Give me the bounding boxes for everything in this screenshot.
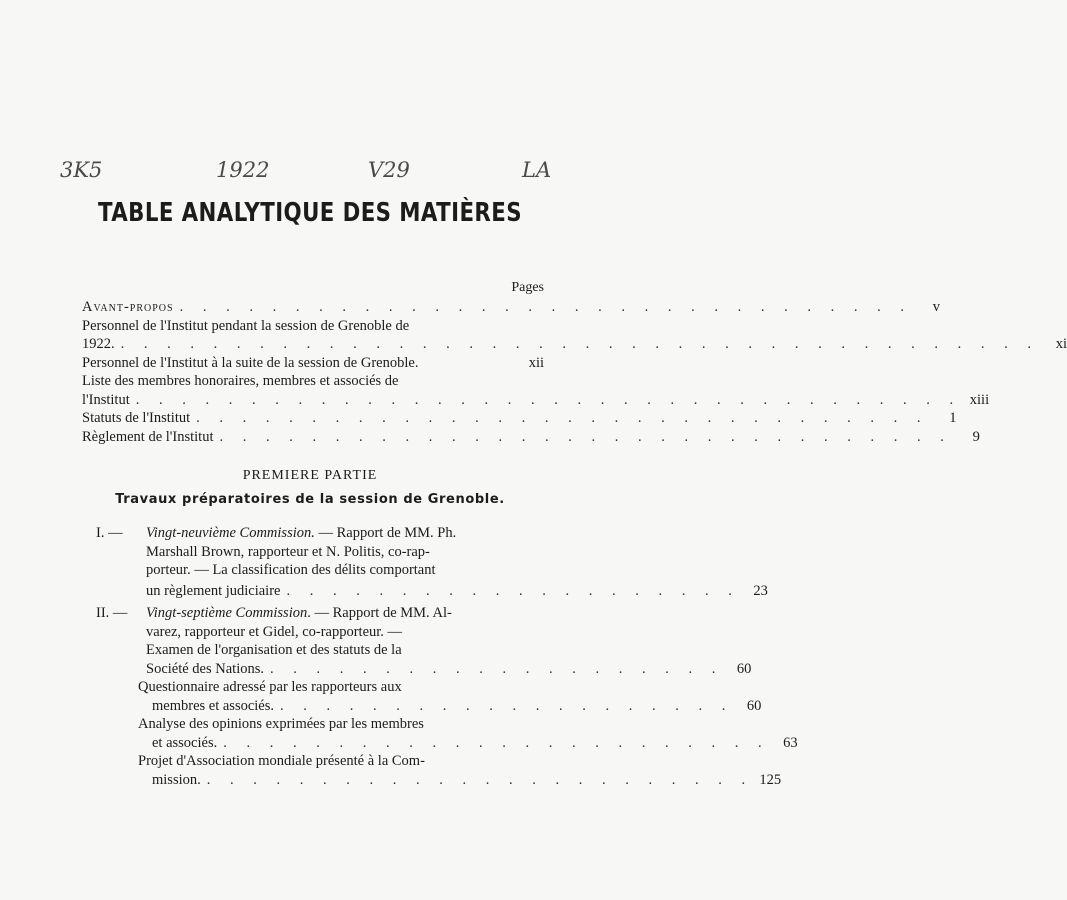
toc-entry-title: Projet d'Association mondiale présenté à la Com- [138, 753, 425, 769]
toc-entry-title: Règlement de l'Institut [82, 428, 214, 445]
page-number: xii [528, 354, 544, 371]
page-number: 23 [753, 582, 768, 599]
toc-entry-title: Liste des membres honoraires, membres et associés de [82, 373, 399, 389]
toc-entry [82, 317, 1067, 354]
dot-leader: . . . . . . . . . . . . . . . . . . . . [286, 582, 740, 599]
toc-entry [82, 409, 957, 428]
toc-entry-title: — Rapport de MM. Ph. [318, 525, 457, 541]
page-number: 1 [949, 410, 957, 426]
handwritten-note: V29 [368, 158, 410, 182]
toc-entry [82, 428, 980, 447]
toc-sub-entry [138, 752, 782, 789]
toc-sub-entry [138, 678, 762, 715]
toc-entry [82, 298, 940, 317]
handwritten-note: 1922 [216, 158, 270, 182]
front-matter-list [82, 298, 1067, 446]
toc-entry-title-cont: mission. [152, 771, 201, 788]
dot-leader: . . . . . . . . . . . . . . . . . . . . . . . . . . . . . . . . [179, 299, 912, 315]
commission-name: Vingt-septième Commission [146, 605, 308, 621]
toc-entry-title-cont: l'Institut [82, 391, 130, 408]
sections-list [96, 524, 768, 678]
toc-entry-title: Questionnaire adressé par les rapporteurs aux [138, 679, 402, 695]
toc-entry-title-cont: un règlement judiciaire [146, 582, 281, 599]
page-title: TABLE ANALYTIQUE DES MATIÈRES [97, 198, 523, 228]
toc-entry [82, 354, 544, 373]
toc-entry [82, 372, 990, 409]
toc-entry-title: Avant-propos [82, 299, 174, 315]
handwritten-note: 3K5 [60, 158, 103, 182]
page-number: xi [1055, 336, 1067, 352]
dot-leader: . . . . . . . . . . . . . . . . . . . . . . . . [206, 771, 754, 788]
toc-entry-title: Personnel de l'Institut à la suite de la session de Grenoble. [82, 354, 419, 371]
dot-leader: . . . . . . . . . . . . . . . . . . . . . . . . . . . . . . . . [219, 428, 952, 445]
section-number: I. — [96, 525, 123, 541]
dot-leader: . . . . . . . . . . . . . . . . . . . . . . . . . . . . . . . . . . . . . . . . [120, 336, 1039, 352]
page-number: 125 [759, 771, 782, 788]
toc-sub-entry [138, 715, 798, 752]
part-heading: PREMIERE PARTIE [242, 468, 378, 483]
page-number: xiii [969, 391, 990, 408]
toc-entry-title: Statuts de l'Institut [82, 410, 191, 426]
dot-leader: . . . . . . . . . . . . . . . . . . . . [280, 697, 734, 714]
toc-entry-title: Personnel de l'Institut pendant la session de Grenoble de [82, 317, 410, 334]
page-number: 60 [746, 697, 762, 714]
toc-entry-title-cont: porteur. — La classification des délits comportant [146, 562, 436, 578]
handwritten-note: LA [522, 158, 552, 182]
page-number: 63 [783, 734, 798, 751]
toc-entry-title-cont: 1922. [82, 336, 115, 352]
toc-entry-title-cont: Société des Nations. [146, 660, 264, 677]
pages-column-header: Pages [511, 280, 544, 295]
toc-entry-title: . — Rapport de MM. Al- [307, 605, 452, 621]
dot-leader: . . . . . . . . . . . . . . . . . . . . . . . . . . . . . . . . . . . . [135, 391, 962, 408]
page-number: v [932, 299, 940, 315]
page-number: 60 [736, 660, 752, 677]
dot-leader: . . . . . . . . . . . . . . . . . . . . [270, 660, 724, 677]
part-subtitle: Travaux préparatoires de la session de Grenoble. [115, 492, 505, 507]
toc-entry-title-cont: Marshall Brown, rapporteur et N. Politis, co-rap- [146, 543, 430, 560]
page-number: 9 [972, 428, 980, 445]
dot-leader: . . . . . . . . . . . . . . . . . . . . . . . . . . . . . . . . [196, 410, 929, 426]
dot-leader: . . . . . . . . . . . . . . . . . . . . . . . . [223, 734, 770, 751]
toc-section [96, 524, 768, 600]
sub-entries-list [138, 678, 798, 789]
handwritten-annotation [60, 158, 580, 192]
section-number: II. — [96, 605, 128, 621]
toc-entry-title-cont: membres et associés. [152, 697, 275, 714]
toc-entry-title-cont: Examen de l'organisation et des statuts de la [146, 642, 402, 658]
toc-section [96, 604, 752, 678]
toc-entry-title: Analyse des opinions exprimées par les membres [138, 716, 424, 732]
toc-entry-title-cont: varez, rapporteur et Gidel, co-rapporteur. — [146, 623, 403, 640]
commission-name: Vingt-neuvième Commission. [146, 525, 315, 541]
toc-entry-title-cont: et associés. [152, 734, 218, 751]
